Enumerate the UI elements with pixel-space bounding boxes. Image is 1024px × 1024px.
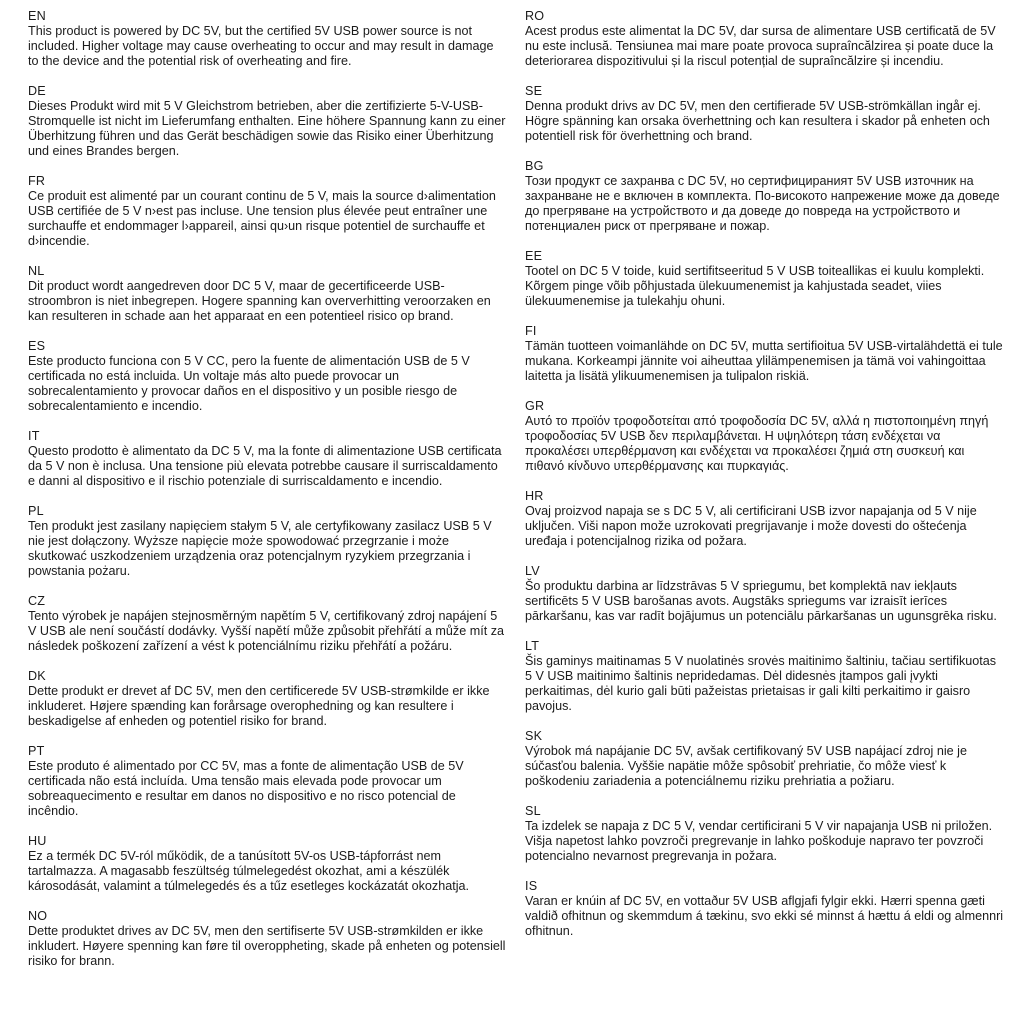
notice-text-ro: Acest produs este alimentat la DC 5V, dar sursa de alimentare USB certificată de 5V nu este inclusă. Tensiunea mai mare poate provoca supraîncălzirea și poate duce la deteriorarea dispozitivului și la riscul potențial de supraîncălzire și incendiu. <box>525 24 996 68</box>
notice-text-fr: Ce produit est alimenté par un courant continu de 5 V, mais la source d›alimentation USB certifiée de 5 V n›est pas incluse. Une tension plus élevée peut entraîner une surchauffe et endommager l›appareil, ainsi qu›un risque potentiel de surchauffe et d›incendie. <box>28 189 496 248</box>
notice-block-se <box>525 84 1004 144</box>
notice-block-lv <box>525 564 1004 624</box>
notice-block-de <box>28 84 507 159</box>
notice-text-cz: Tento výrobek je napájen stejnosměrným napětím 5 V, certifikovaný zdroj napájení 5 V USB ale není součástí dodávky. Vyšší napětí může způsobit přehřátí a může mít za následek poškození zařízení a vést k potenciálnímu riziku přehřátí a požáru. <box>28 609 504 653</box>
notice-text-de: Dieses Produkt wird mit 5 V Gleichstrom betrieben, aber die zertifizierte 5-V-USB-Stromquelle ist nicht im Lieferumfang enthalten. Eine höhere Spannung kann zu einer Überhitzung führen und das Gerät beschädigen sowie das Risiko einer Überhitzung und eines Brandes bergen. <box>28 99 506 158</box>
notice-text-dk: Dette produkt er drevet af DC 5V, men den certificerede 5V USB-strømkilde er ikke inkluderet. Højere spænding kan forårsage overophedning og kan resultere i beskadigelse af enheden og potentiel risiko for brand. <box>28 684 490 728</box>
notice-text-gr: Αυτό το προϊόν τροφοδοτείται από τροφοδοσία DC 5V, αλλά η πιστοποιημένη πηγή τροφοδοσίας 5V USB δεν περιλαμβάνεται. Η υψηλότερη τάση ενδέχεται να προκαλέσει υπερθέρμανση και ενδέχεται να προκαλέσει ζημιά στη συσκευή και πιθανό κίνδυνο υπερθέρμανσης και πυρκαγιάς. <box>525 414 989 473</box>
right-column <box>525 9 1004 1024</box>
language-code-ee: EE <box>525 249 543 263</box>
notice-block-cz <box>28 594 507 654</box>
language-code-fr: FR <box>28 174 46 188</box>
notice-block-fr <box>28 174 507 249</box>
language-code-is: IS <box>525 879 538 893</box>
language-code-de: DE <box>28 84 46 98</box>
notice-text-is: Varan er knúin af DC 5V, en vottaður 5V USB aflgjafi fylgir ekki. Hærri spenna gæti valdið ofhitnun og skemmdum á tækinu, svo ekki sé minnst á hættu á eldi og almennri ofhitnun. <box>525 894 1004 938</box>
notice-text-it: Questo prodotto è alimentato da DC 5 V, ma la fonte di alimentazione USB certificata da 5 V non è inclusa. Una tensione più elevata potrebbe causare il surriscaldamento e danni al dispositivo e il rischio potenziale di surriscaldamento e incendio. <box>28 444 502 488</box>
notice-text-se: Denna produkt drivs av DC 5V, men den certifierade 5V USB-strömkällan ingår ej. Högre spänning kan orsaka överhettning och kan resultera i skador på enheten och potentiell risk för överhettning och brand. <box>525 99 990 143</box>
notice-block-pl <box>28 504 507 579</box>
language-code-bg: BG <box>525 159 544 173</box>
language-code-sl: SL <box>525 804 541 818</box>
language-code-se: SE <box>525 84 543 98</box>
notice-text-sl: Ta izdelek se napaja z DC 5 V, vendar certificirani 5 V vir napajanja USB ni priložen. Višja napetost lahko povzroči pregrevanje in lahko poškoduje napravo ter povzroči potencialno nevarnost pregrevanja in požara. <box>525 819 993 863</box>
notice-block-hr <box>525 489 1004 549</box>
language-code-sk: SK <box>525 729 543 743</box>
notice-text-lv: Šo produktu darbina ar līdzstrāvas 5 V spriegumu, bet komplektā nav iekļauts sertificēts 5 V USB barošanas avots. Augstāks spriegums var izraisīt ierīces pārkaršanu, kas var radīt bojājumus un potenciālu pārkaršanas un ugunsgrēka risku. <box>525 579 997 623</box>
left-column <box>28 9 507 1024</box>
language-code-hu: HU <box>28 834 47 848</box>
notice-block-ro <box>525 9 1004 69</box>
notice-block-sk <box>525 729 1004 789</box>
notice-block-bg <box>525 159 1004 234</box>
language-code-ro: RO <box>525 9 545 23</box>
language-code-it: IT <box>28 429 40 443</box>
language-code-fi: FI <box>525 324 537 338</box>
notice-text-fi: Tämän tuotteen voimanlähde on DC 5V, mutta sertifioitua 5V USB-virtalähdettä ei tule mukana. Korkeampi jännite voi aiheuttaa ylilämpenemisen ja tämä voi vahingoittaa laitetta ja lisätä ylikuumenemisen ja tulipalon riskiä. <box>525 339 1003 383</box>
notice-text-pl: Ten produkt jest zasilany napięciem stałym 5 V, ale certyfikowany zasilacz USB 5 V nie jest dołączony. Wyższe napięcie może spowodować przegrzanie i może skutkować uszkodzeniem urządzenia oraz potencjalnym ryzykiem przegrzania i powstania pożaru. <box>28 519 492 578</box>
language-code-hr: HR <box>525 489 544 503</box>
language-code-pt: PT <box>28 744 45 758</box>
notice-text-ee: Tootel on DC 5 V toide, kuid sertifitseeritud 5 V USB toiteallikas ei kuulu komplekti. Kõrgem pinge võib põhjustada ülekuumenemist ja kahjustada seadet, viies ülekuumenemise ja tulekahju ohuni. <box>525 264 985 308</box>
language-code-es: ES <box>28 339 46 353</box>
notice-block-hu <box>28 834 507 894</box>
language-code-lt: LT <box>525 639 540 653</box>
notice-block-lt <box>525 639 1004 714</box>
notice-block-no <box>28 909 507 969</box>
notice-block-fi <box>525 324 1004 384</box>
notice-block-dk <box>28 669 507 729</box>
notice-block-pt <box>28 744 507 819</box>
notice-text-lt: Šis gaminys maitinamas 5 V nuolatinės srovės maitinimo šaltiniu, tačiau sertifikuotas 5 V USB maitinimo šaltinis nepridedamas. Dėl didesnės įtampos gali įvykti perkaitimas, dėl kurio gali būti pažeistas prietaisas ir gali kilti perkaitimo ir gaisro pavojus. <box>525 654 997 713</box>
notice-text-bg: Този продукт се захранва с DC 5V, но сертифицираният 5V USB източник на захранване не е включен в комплекта. По-високото напрежение може да доведе до прегряване на устройството и да доведе до повреда на устройството и потенциален риск от прегряване и пожар. <box>525 174 1000 233</box>
notice-text-hr: Ovaj proizvod napaja se s DC 5 V, ali certificirani USB izvor napajanja od 5 V nije uključen. Viši napon može uzrokovati pregrijavanje i može dovesti do oštećenja uređaja i potencijalnog rizika od požara. <box>525 504 977 548</box>
notice-text-pt: Este produto é alimentado por CC 5V, mas a fonte de alimentação USB de 5V certificada não está incluída. Uma tensão mais elevada pode provocar um sobreaquecimento e resultar em danos no dispositivo e no risco potencial de incêndio. <box>28 759 464 818</box>
language-code-gr: GR <box>525 399 545 413</box>
notice-block-gr <box>525 399 1004 474</box>
notice-block-nl <box>28 264 507 324</box>
notice-block-it <box>28 429 507 489</box>
language-code-pl: PL <box>28 504 44 518</box>
notice-text-hu: Ez a termék DC 5V-ról működik, de a tanúsított 5V-os USB-tápforrást nem tartalmazza. A magasabb feszültség túlmelegedést okozhat, ami a készülék károsodását, valamint a túlmelegedés és a tűz esetleges kockázatát okozhatja. <box>28 849 470 893</box>
language-code-nl: NL <box>28 264 45 278</box>
notice-text-nl: Dit product wordt aangedreven door DC 5 V, maar de gecertificeerde USB-stroombron is niet inbegrepen. Hogere spanning kan oververhitting veroorzaken en kan resulteren in schade aan het apparaat en een potentieel risico op brand. <box>28 279 491 323</box>
language-code-en: EN <box>28 9 46 23</box>
notice-text-es: Este producto funciona con 5 V CC, pero la fuente de alimentación USB de 5 V certificada no está incluida. Un voltaje más alto puede provocar un sobrecalentamiento y provocar daños en el dispositivo y un posible riesgo de sobrecalentamiento e incendio. <box>28 354 470 413</box>
notice-text-en: This product is powered by DC 5V, but the certified 5V USB power source is not included. Higher voltage may cause overheating to occur and may result in damage to the device and the potential risk of overheating and fire. <box>28 24 494 68</box>
notice-block-is <box>525 879 1004 939</box>
notice-block-ee <box>525 249 1004 309</box>
language-code-lv: LV <box>525 564 540 578</box>
notice-block-sl <box>525 804 1004 864</box>
language-code-no: NO <box>28 909 48 923</box>
language-code-cz: CZ <box>28 594 46 608</box>
language-code-dk: DK <box>28 669 46 683</box>
notice-text-no: Dette produktet drives av DC 5V, men den sertifiserte 5V USB-strømkilden er ikke inkludert. Høyere spenning kan føre til overoppheting, skade på enheten og potensiell risiko for brann. <box>28 924 506 968</box>
notice-block-es <box>28 339 507 414</box>
notice-text-sk: Výrobok má napájanie DC 5V, avšak certifikovaný 5V USB napájací zdroj nie je súčasťou balenia. Vyššie napätie môže spôsobiť prehriatie, čo môže viesť k poškodeniu zariadenia a potenciálnemu riziku prehriatia a požiaru. <box>525 744 967 788</box>
notice-block-en <box>28 9 507 69</box>
